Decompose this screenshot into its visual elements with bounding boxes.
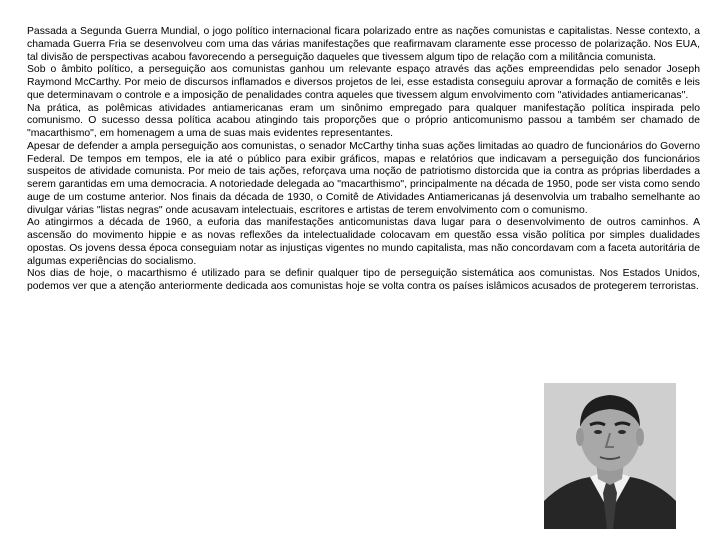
article-text xyxy=(27,26,700,294)
portrait-photo xyxy=(544,383,676,529)
ear-left xyxy=(576,428,584,446)
portrait-photo-icon xyxy=(544,383,676,529)
ear-right xyxy=(636,428,644,446)
eye-left xyxy=(594,430,602,434)
paragraph-2: Sob o âmbito político, a perseguição aos comunistas ganhou um relevante espaço através das ações empreendidas pelo senador Joseph Raymond McCarthy. Por meio de discursos inflamados e diversos projetos de lei, esse estadista conseguiu aprovar a formação de comitês e leis que determinavam o controle e a imposição de penalidades contra aqueles que tivessem algum envolvimento com "atividades antiamericanas". xyxy=(27,64,700,101)
paragraph-5: Ao atingirmos a década de 1960, a euforia das manifestações anticomunistas dava lugar para o desenvolvimento de outros caminhos. A ascensão do movimento hippie e as novas reflexões da intelectualidade colocavam em questão essa visão política por simples dualidades opostas. Os jovens dessa época conseguiam notar as injustiças vigentes no mundo capitalista, mas não concordavam com a faceta autoritária de algumas experiências do socialismo. xyxy=(27,217,700,267)
paragraph-1: Passada a Segunda Guerra Mundial, o jogo político internacional ficara polarizado entre as nações comunistas e capitalistas. Nesse contexto, a chamada Guerra Fria se desenvolveu com uma das várias manifestações que reafirmavam claramente esse processo de polarização. Nos EUA, tal divisão de perspectivas acabou favorecendo a perseguição daqueles que tivessem algum tipo de relação com a militância comunista. xyxy=(27,26,700,63)
paragraph-6: Nos dias de hoje, o macarthismo é utilizado para se definir qualquer tipo de perseguição sistemática aos comunistas. Nos Estados Unidos, podemos ver que a atenção anteriormente dedicada aos comunistas hoje se volta contra os países islâmicos acusados de protegerem terroristas. xyxy=(27,268,700,292)
paragraph-3: Na prática, as polêmicas atividades antiamericanas eram um sinônimo empregado para qualquer manifestação política inspirada pelo comunismo. O sucesso dessa política acabou atingindo tais proporções que o próprio anticomunismo passou a também ser chamado de "macarthismo", em homenagem a uma de suas mais evidentes representantes. xyxy=(27,102,700,139)
paragraph-4: Apesar de defender a ampla perseguição aos comunistas, o senador McCarthy tinha suas ações limitadas ao quadro de funcionários do Governo Federal. De tempos em tempos, ele ia até o público para exibir gráficos, mapas e relatórios que indicavam a perseguição dos funcionários suspeitos de atividade comunista. Por meio de tais ações, reforçava uma noção de patriotismo distorcida que ia contra as próprias liberdades a serem garantidas em uma democracia. A notoriedade delegada ao "macarthismo", principalmente na década de 1950, pode ser vista como sendo auge de um costume anterior. Nos finais da década de 1930, o Comitê de Atividades Antiamericanas já desenvolvia um trabalho semelhante ao divulgar várias "listas negras" onde acusavam intelectuais, escritores e artistas de terem envolvimento com o comunismo. xyxy=(27,140,700,216)
eye-right xyxy=(618,430,626,434)
